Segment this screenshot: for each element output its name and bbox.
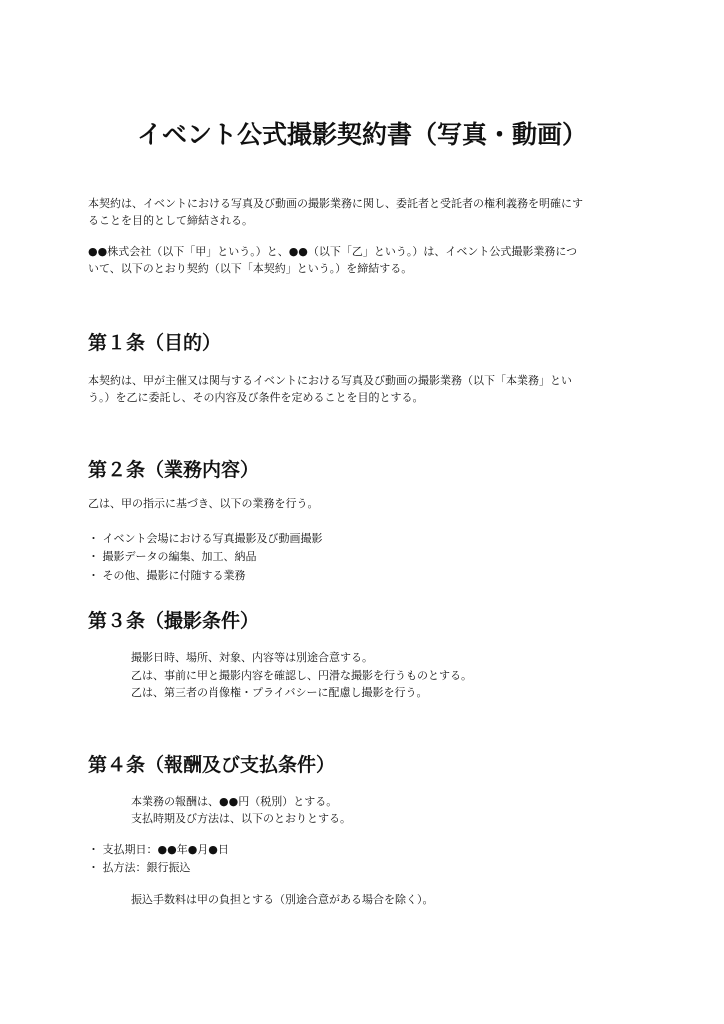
preamble-text: 本契約は、イベントにおける写真及び動画の撮影業務に関し、委託者と受託者の権利義務を明確にす <box>88 197 583 210</box>
article-4-text: 支払時期及び方法は、以下のとおりとする。 <box>131 812 351 825</box>
article-4-heading: 第４条（報酬及び支払条件） <box>88 754 336 776</box>
article-3-text: 乙は、第三者の肖像権・プライバシーに配慮し撮影を行う。 <box>131 686 428 699</box>
list-item: ・ 払方法：銀行振込 <box>88 861 191 874</box>
article-2-text: 乙は、甲の指示に基づき、以下の業務を行う。 <box>88 497 319 510</box>
article-3-text: 乙は、事前に甲と撮影内容を確認し、円滑な撮影を行うものとする。 <box>131 669 472 682</box>
list-item: ・ イベント会場における写真撮影及び動画撮影 <box>88 532 323 545</box>
article-4-note: 振込手数料は甲の負担とする（別途合意がある場合を除く）。 <box>131 893 434 906</box>
article-4-text: 本業務の報酬は、●●円（税別）とする。 <box>131 795 338 808</box>
document-title: イベント公式撮影契約書（写真・動画） <box>136 120 587 149</box>
preamble-text: いて、以下のとおり契約（以下「本契約」という。）を締結する。 <box>88 262 413 275</box>
preamble-text: ●●株式会社（以下「甲」という。）と、●●（以下「乙」という。）は、イベント公式撮影業務につ <box>88 245 578 258</box>
article-3-heading: 第３条（撮影条件） <box>88 610 260 632</box>
list-item: ・ 撮影データの編集、加工、納品 <box>88 550 257 563</box>
article-1-text: う。）を乙に委託し、その内容及び条件を定めることを目的とする。 <box>88 391 424 404</box>
article-2-heading: 第２条（業務内容） <box>88 459 260 481</box>
list-item: ・ その他、撮影に付随する業務 <box>88 569 246 582</box>
article-3-text: 撮影日時、場所、対象、内容等は別途合意する。 <box>131 651 373 664</box>
preamble-text: ることを目的として締結される。 <box>88 214 253 227</box>
article-1-text: 本契約は、甲が主催又は関与するイベントにおける写真及び動画の撮影業務（以下「本業務」とい <box>88 374 572 387</box>
article-1-heading: 第１条（目的） <box>88 332 222 354</box>
list-item: ・ 支払期日：●●年●月●日 <box>88 843 229 856</box>
